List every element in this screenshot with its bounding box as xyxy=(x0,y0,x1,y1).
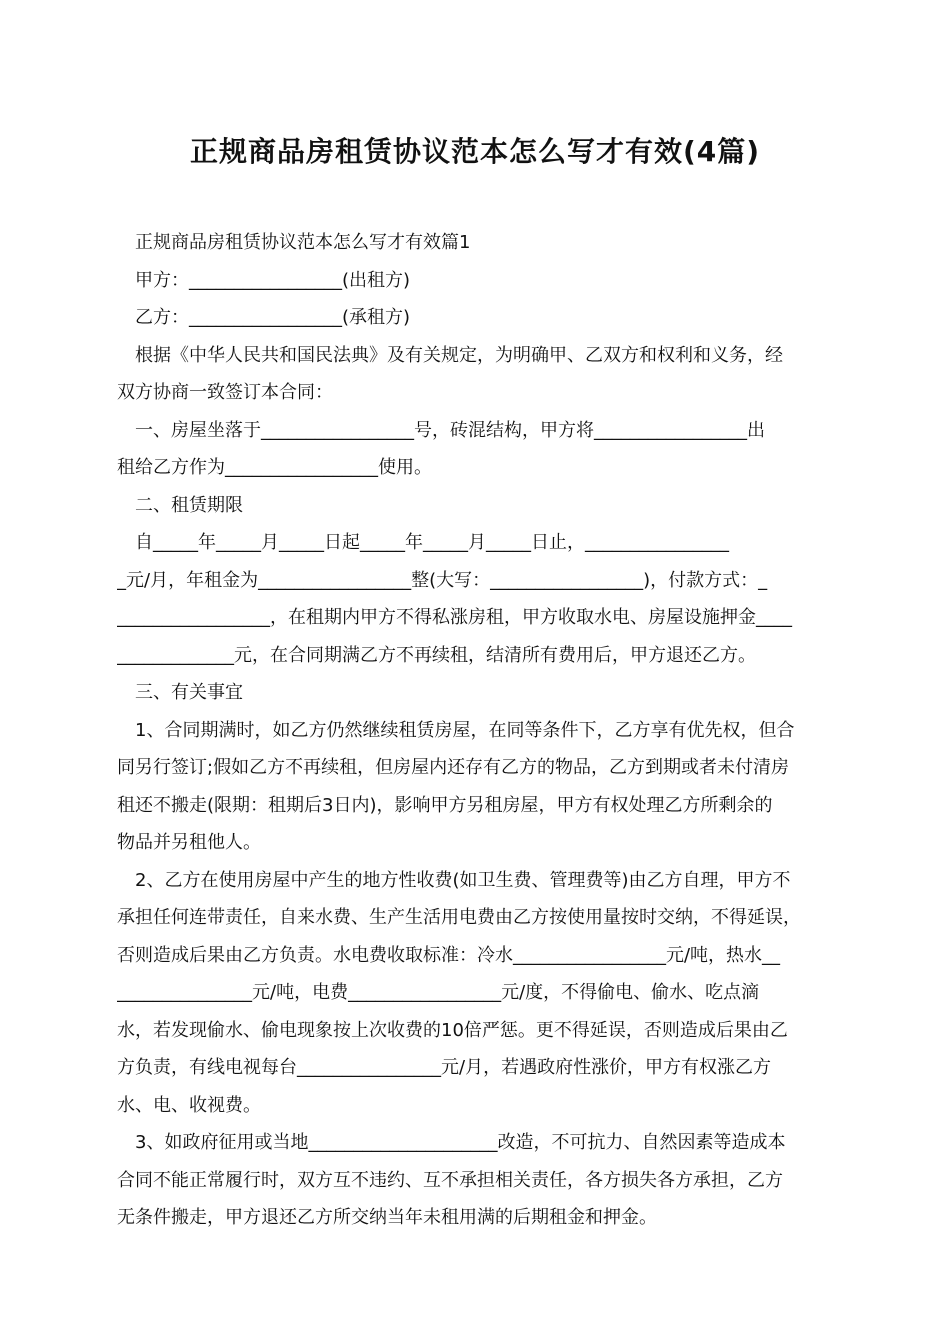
text-line: 正规商品房租赁协议范本怎么写才有效篇1 xyxy=(135,232,471,253)
text-line: 同另行签订;假如乙方不再续租，但房屋内还存有乙方的物品，乙方到期或者未付清房 xyxy=(117,757,790,778)
text-line: 否则造成后果由乙方负责。水电费收取标准：冷水_________________元/吨，热水__ xyxy=(117,944,781,966)
text-line: 甲方：_________________(出租方) xyxy=(135,269,411,291)
document-title: 正规商品房租赁协议范本怎么写才有效(4篇) xyxy=(189,135,761,168)
text-line: _______________元/吨，电费_________________元/度，不得偷电、偷水、吃点滴 xyxy=(117,982,760,1003)
text-line: _____________元，在合同期满乙方不再续租，结清所有费用后，甲方退还乙方。 xyxy=(117,644,756,666)
text-line: 自_____年_____月_____日起_____年_____月_____日止，________________ xyxy=(135,532,729,553)
text-line: 水、电、收视费。 xyxy=(117,1094,261,1116)
document-body xyxy=(117,224,835,1237)
text-line: 水，若发现偷水、偷电现象按上次收费的10倍严惩。更不得延误，否则造成后果由乙 xyxy=(117,1019,788,1041)
text-line: 无条件搬走，甲方退还乙方所交纳当年未租用满的后期租金和押金。 xyxy=(117,1207,657,1228)
text-line: 3、如政府征用或当地_____________________改造，不可抗力、自然因素等造成本 xyxy=(135,1132,786,1153)
text-line: 1、合同期满时，如乙方仍然继续租赁房屋，在同等条件下，乙方享有优先权，但合 xyxy=(135,719,795,741)
text-line: 二、租赁期限 xyxy=(135,494,243,516)
text-line: 双方协商一致签订本合同： xyxy=(117,382,333,403)
text-line: _元/月，年租金为_________________整(大写：_________________)，付款方式：_ xyxy=(117,569,768,591)
text-line: 三、有关事宜 xyxy=(135,682,243,703)
text-line: 2、乙方在使用房屋中产生的地方性收费(如卫生费、管理费等)由乙方自理，甲方不 xyxy=(135,869,791,891)
text-line: 物品并另租他人。 xyxy=(117,832,261,853)
text-line: 一、房屋坐落于_________________号，砖混结构，甲方将_________________出 xyxy=(135,419,765,441)
text-line: 合同不能正常履行时，双方互不违约、互不承担相关责任，各方损失各方承担，乙方 xyxy=(117,1169,783,1191)
text-line: _________________，在租期内甲方不得私涨房租，甲方收取水电、房屋设施押金____ xyxy=(117,607,792,628)
text-line: 租给乙方作为_________________使用。 xyxy=(117,457,432,478)
text-line: 租还不搬走(限期：租期后3日内)，影响甲方另租房屋，甲方有权处理乙方所剩余的 xyxy=(117,794,773,816)
text-line: 乙方：_________________(承租方) xyxy=(135,307,411,328)
text-line: 承担任何连带责任，自来水费、生产生活用电费由乙方按使用量按时交纳，不得延误， xyxy=(117,907,801,928)
text-line: 根据《中华人民共和国民法典》及有关规定，为明确甲、乙双方和权利和义务，经 xyxy=(135,344,783,366)
text-line: 方负责，有线电视每台________________元/月，若遇政府性涨价，甲方有权涨乙方 xyxy=(117,1057,772,1078)
